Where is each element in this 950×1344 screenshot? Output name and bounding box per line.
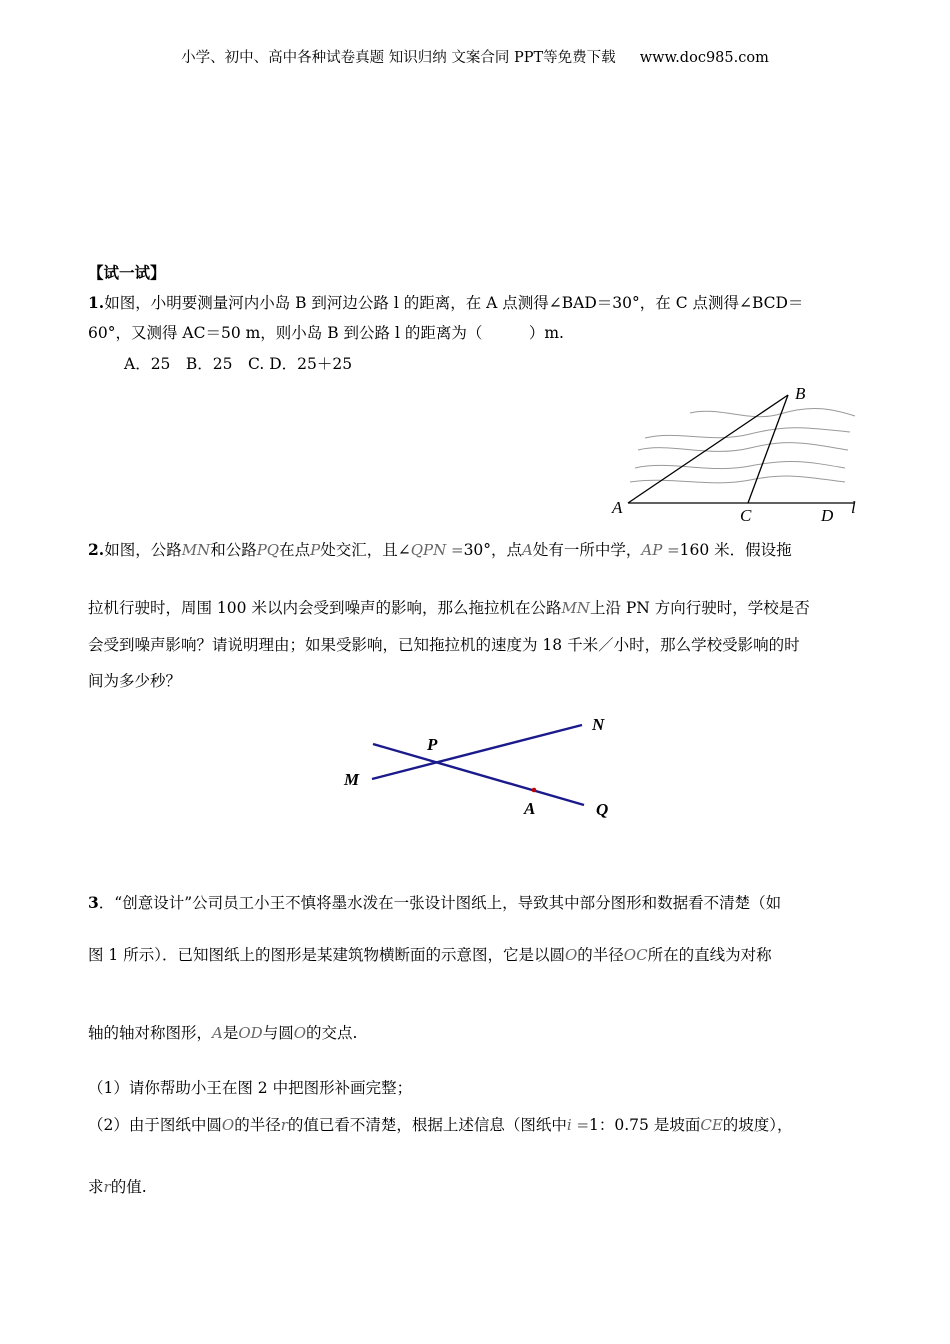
header-site: www.doc985.com: [639, 50, 769, 66]
q3-part2: （2）由于图纸中圆O的半径r的值已看不清楚，根据上述信息（图纸中i =1：0.75 是坡面CE的坡度），: [88, 1116, 793, 1134]
q3-line1: 3．“创意设计”公司员工小王不慎将墨水泼在一张设计图纸上，导致其中部分图形和数据看不清楚（如: [88, 893, 782, 912]
river-wave-2: [645, 428, 850, 438]
q1-line2: 60°，又测得 AC＝50 m，则小岛 B 到公路 l 的距离为（ ）m.: [88, 324, 564, 342]
page-header: [0, 46, 950, 67]
label-Q: Q: [596, 800, 609, 819]
label-P: P: [427, 735, 438, 754]
q1-number: 1.: [88, 293, 105, 312]
label-A: A: [612, 498, 623, 517]
q3-line2: 图 1 所示）．已知图纸上的图形是某建筑物横断面的示意图，它是以圆O的半径OC所在的直线为对称: [88, 946, 772, 964]
q2-number: 2.: [88, 540, 105, 559]
segment-CB: [748, 395, 788, 503]
q1-options: A．25 B．25 C. D．25＋25: [124, 355, 353, 373]
q2-line2: 拉机行驶时，周围 100 米以内会受到噪声的影响，那么拖拉机在公路MN上沿 PN 方向行驶时，学校是否: [88, 599, 810, 617]
q3-part1: （1）请你帮助小王在图 2 中把图形补画完整；: [88, 1079, 413, 1097]
label-C: C: [740, 506, 752, 525]
q1-line1: 1.如图，小明要测量河内小岛 B 到河边公路 l 的距离，在 A 点测得∠BAD＝30°，在 C 点测得∠BCD＝: [88, 293, 804, 312]
q1-figure: [600, 378, 880, 528]
q3-part2-cont: 求r的值.: [88, 1178, 147, 1196]
section-title: 【试一试】: [88, 263, 166, 282]
label-M: M: [344, 770, 360, 789]
q2-figure: [330, 705, 630, 830]
label-B: B: [795, 384, 806, 403]
river-wave-3: [638, 443, 848, 452]
river-wave-1: [690, 408, 855, 416]
point-A: [532, 788, 537, 793]
label-A: A: [524, 799, 536, 818]
label-D: D: [821, 506, 834, 525]
q3-line3: 轴的轴对称图形，A是OD与圆O的交点.: [88, 1024, 358, 1042]
label-l: l: [851, 498, 856, 517]
q2-line3: 会受到噪声影响？请说明理由；如果受影响，已知拖拉机的速度为 18 千米／小时，那么学校受影响的时: [88, 636, 800, 654]
label-N: N: [592, 715, 605, 734]
header-text: 小学、初中、高中各种试卷真题 知识归纳 文案合同 PPT等免费下载: [181, 50, 616, 66]
q2-line4: 间为多少秒？: [88, 672, 182, 690]
river-wave-4: [635, 462, 845, 469]
q2-line1: 2.如图，公路MN和公路PQ在点P处交汇，且∠QPN =30°，点A处有一所中学，AP =160 米．假设拖: [88, 540, 792, 559]
road-PQ: [373, 744, 584, 805]
q3-number: 3: [88, 893, 99, 912]
